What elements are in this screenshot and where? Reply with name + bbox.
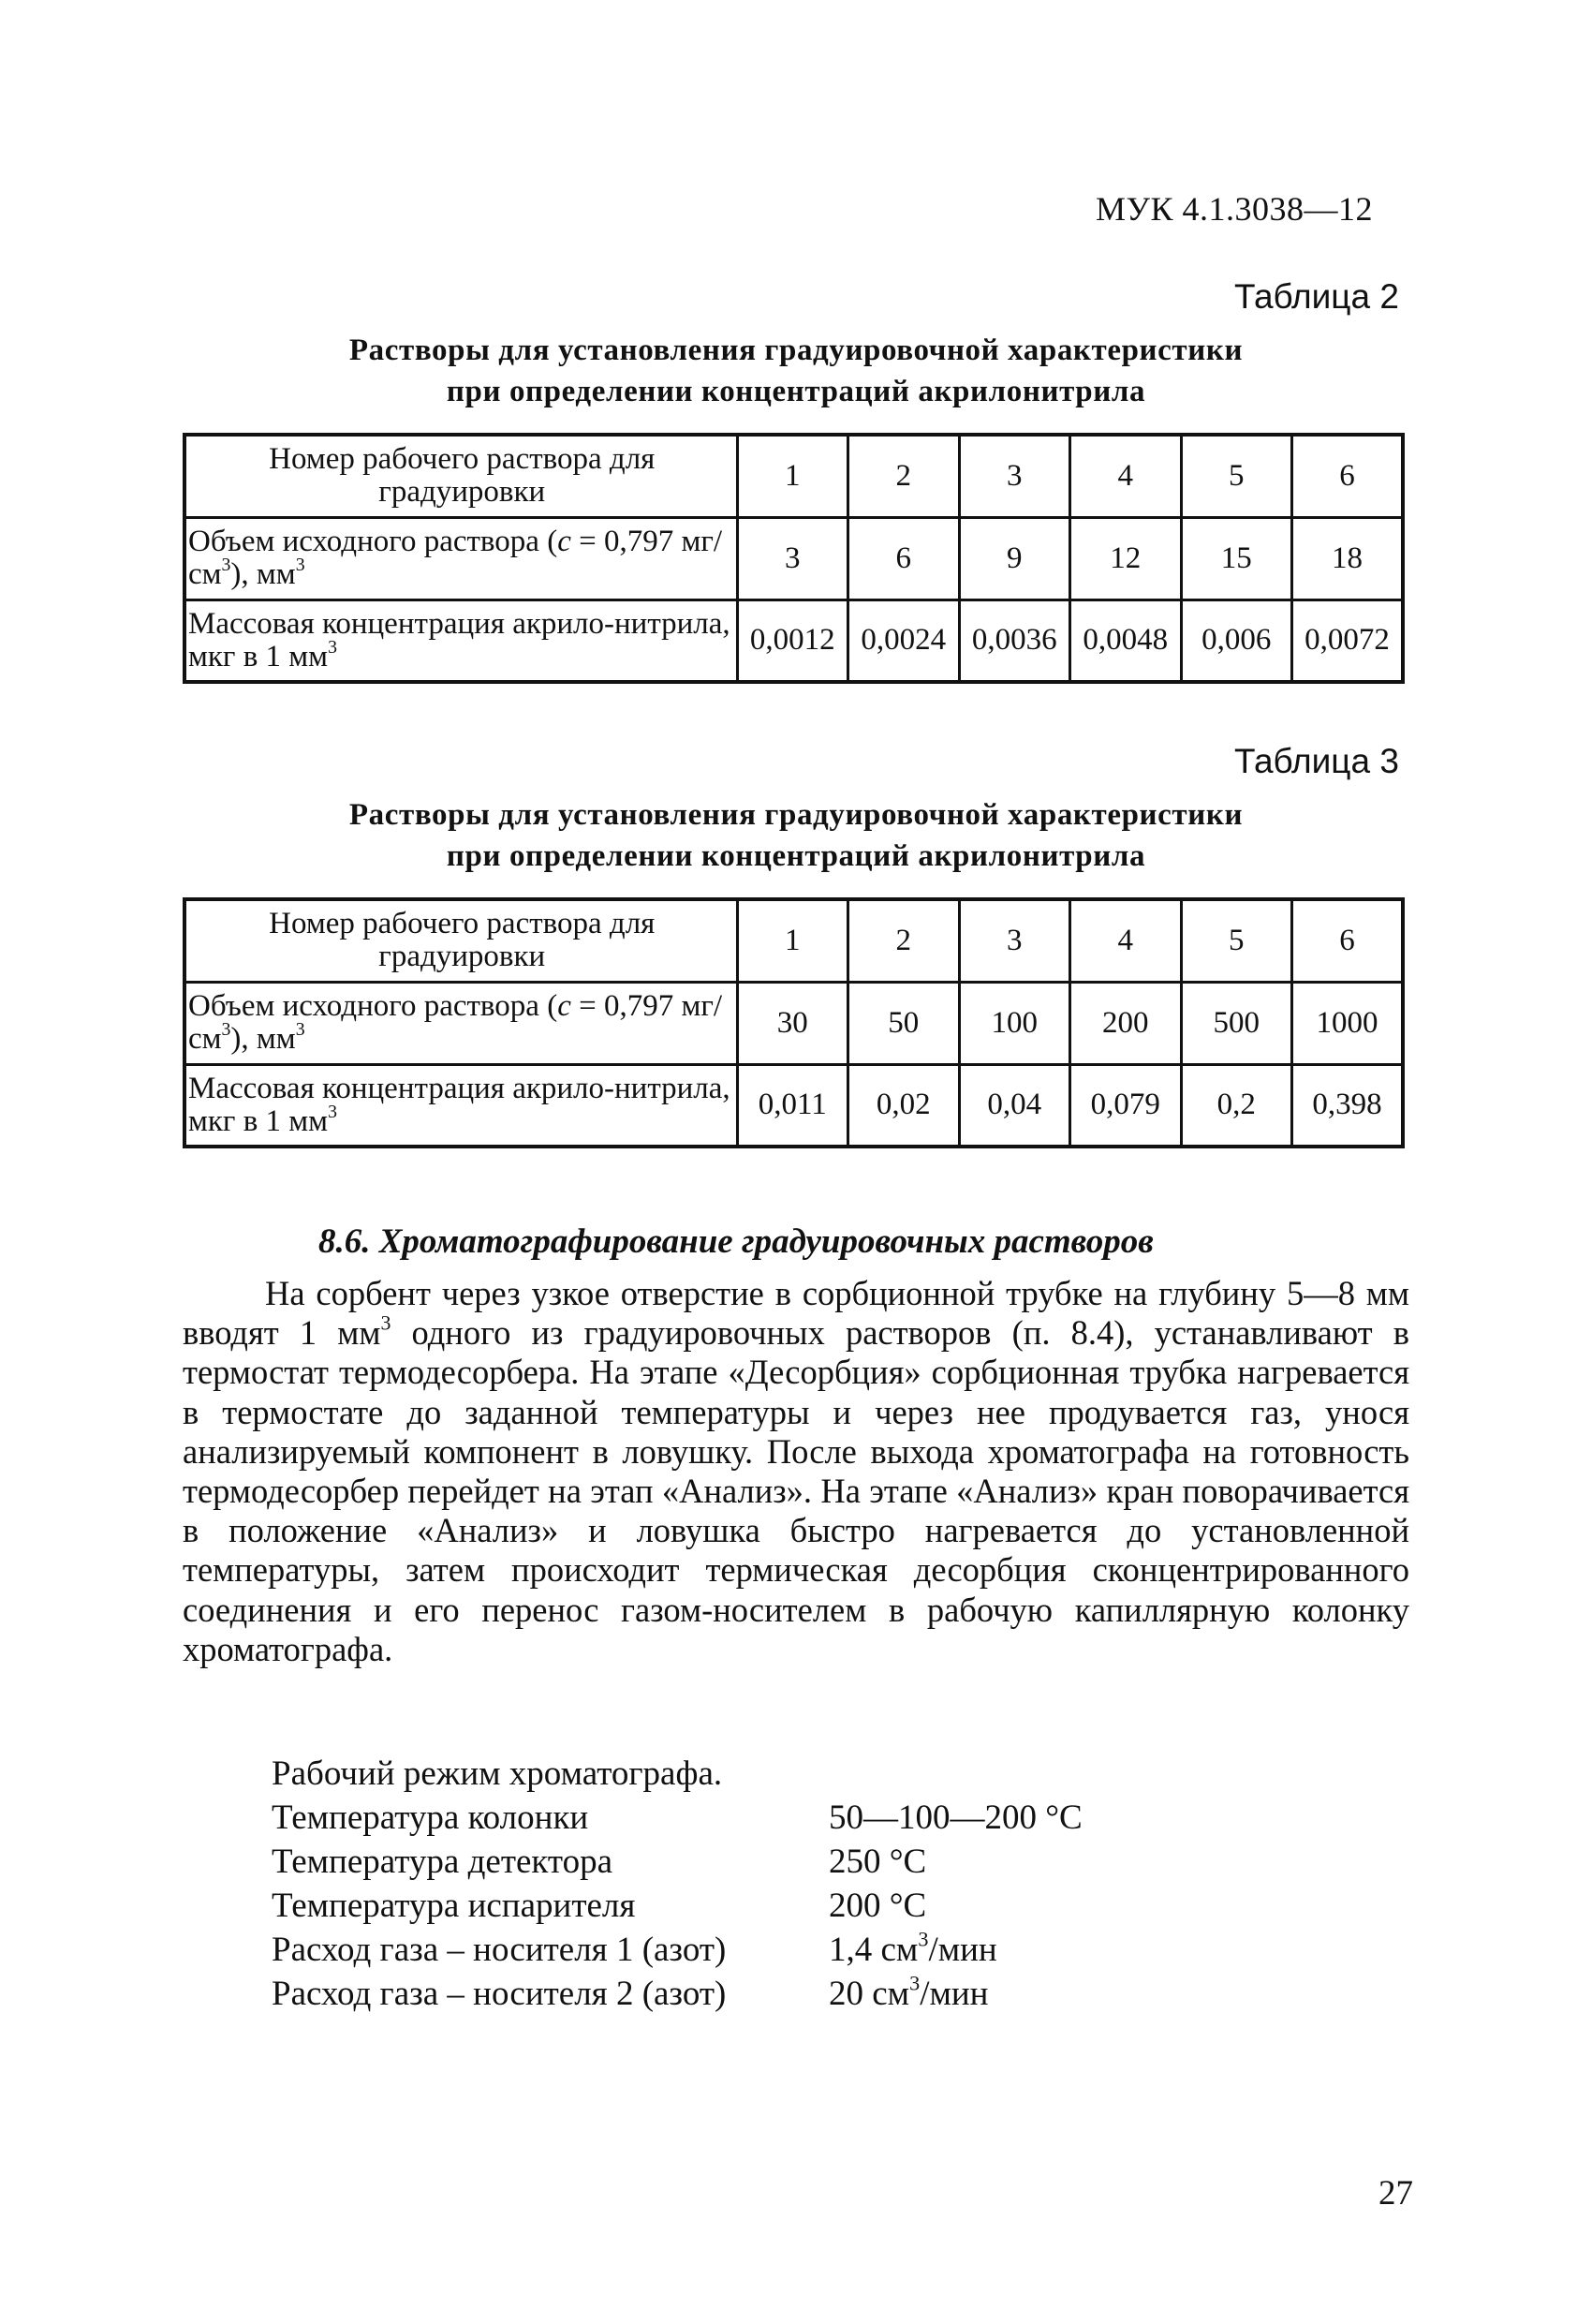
table-cell: 0,2 [1181, 1064, 1292, 1147]
regime-row [272, 1796, 1083, 1840]
table-3-label: Таблица 3 [1234, 742, 1399, 780]
regime-param: Температура детектора [272, 1843, 613, 1881]
table-cell: 12 [1070, 517, 1182, 600]
table-cell: 0,0036 [959, 600, 1070, 682]
regime-value: 20 $см^3$/мин [829, 1971, 989, 2013]
table-2-title [187, 330, 1405, 412]
table-row [184, 600, 1403, 682]
row-header-solution-number: Номер рабочего раствора для градуировки [184, 899, 737, 982]
chromatograph-regime [272, 1752, 1083, 2016]
table-2-label: Таблица 2 [1234, 277, 1399, 316]
row-header-mass-concentration: Массовая концентрация акрило-нитрила, мкг в 1 $мм^3$ [184, 600, 737, 682]
table-3-title [187, 794, 1405, 877]
regime-heading: Рабочий режим хроматографа. [272, 1754, 723, 1793]
table-cell: 0,02 [848, 1064, 960, 1147]
table-cell: 6 [848, 517, 960, 600]
table-cell: 3 [737, 517, 848, 600]
regime-row [272, 1972, 1083, 2016]
table-cell: 4 [1070, 899, 1182, 982]
regime-value: 1,4 $см^3$/мин [829, 1927, 997, 1969]
section-paragraph: На сорбент через узкое отверстие в сорбционной трубке на глубину 5—8 мм вводят 1 $мм^3$ одного из градуировочных растворов (п. 8.4), устанавливают в термостат термодесорбера. На этапе «Десорбция» сорбционная трубка нагревается в термостате до заданной температуры и через нее продувается газ, унося анализируемый компонент в ловушку. После выхода хроматографа на готовность термодесорбер перейдет на этап «Анализ». На этапе «Анализ» кран поворачивается в положение «Анализ» и ловушка быстро нагревается до установленной температуры, затем происходит термическая десорбция сконцентрированного соединения и его перенос газом-носителем в рабочую капиллярную колонку хроматографа. [183, 1274, 1409, 1668]
table-2-title-line-2: при определении концентраций акрилонитрила [446, 375, 1146, 408]
table-cell: 3 [959, 435, 1070, 517]
table-cell: 1 [737, 435, 848, 517]
table-cell: 0,006 [1181, 600, 1292, 682]
table-cell: 500 [1181, 982, 1292, 1064]
row-header-stock-volume: Объем исходного раствора (с = 0,797 $мг/см^3$), $мм^3$ [184, 517, 737, 600]
regime-param: Температура испарителя [272, 1887, 636, 1925]
table-3 [183, 897, 1405, 1148]
regime-row [272, 1840, 1083, 1884]
row-header-solution-number: Номер рабочего раствора для градуировки [184, 435, 737, 517]
table-cell: 5 [1181, 435, 1292, 517]
table-cell: 100 [959, 982, 1070, 1064]
document-code: МУК 4.1.3038—12 [1096, 190, 1374, 228]
table-cell: 200 [1070, 982, 1182, 1064]
table-cell: 1000 [1292, 982, 1404, 1064]
table-row [184, 982, 1403, 1064]
regime-param: Расход газа – носителя 1 (азот) [272, 1931, 727, 1969]
table-cell: 5 [1181, 899, 1292, 982]
row-header-stock-volume: Объем исходного раствора (с = 0,797 $мг/см^3$), $мм^3$ [184, 982, 737, 1064]
table-cell: 18 [1292, 517, 1404, 600]
table-row [184, 1064, 1403, 1147]
table-cell: 0,079 [1070, 1064, 1182, 1147]
table-row [184, 899, 1403, 982]
page-number: 27 [1378, 2174, 1413, 2213]
section-title: 8.6. Хроматографирование градуировочных растворов [318, 1222, 1154, 1261]
table-cell: 2 [848, 435, 960, 517]
table-cell: 4 [1070, 435, 1182, 517]
regime-row [272, 1884, 1083, 1928]
table-row [184, 435, 1403, 517]
table-cell: 0,0072 [1292, 600, 1404, 682]
table-cell: 50 [848, 982, 960, 1064]
table-cell: 30 [737, 982, 848, 1064]
table-cell: 0,04 [959, 1064, 1070, 1147]
table-cell: 6 [1292, 899, 1404, 982]
table-cell: 0,0024 [848, 600, 960, 682]
regime-value: 200 °С [829, 1887, 927, 1925]
regime-param: Температура колонки [272, 1799, 589, 1837]
table-cell: 1 [737, 899, 848, 982]
table-3-title-line-2: при определении концентраций акрилонитрила [446, 839, 1146, 873]
table-cell: 0,0012 [737, 600, 848, 682]
table-cell: 9 [959, 517, 1070, 600]
table-cell: 0,0048 [1070, 600, 1182, 682]
row-header-mass-concentration: Массовая концентрация акрило-нитрила, мкг в 1 $мм^3$ [184, 1064, 737, 1147]
table-2 [183, 433, 1405, 684]
table-cell: 3 [959, 899, 1070, 982]
table-row [184, 517, 1403, 600]
table-3-title-line-1: Растворы для установления градуировочной характеристики [348, 798, 1244, 832]
table-cell: 2 [848, 899, 960, 982]
table-cell: 0,398 [1292, 1064, 1404, 1147]
regime-param: Расход газа – носителя 2 (азот) [272, 1975, 727, 2013]
regime-value: 50—100—200 °С [829, 1799, 1083, 1837]
table-cell: 6 [1292, 435, 1404, 517]
table-cell: 15 [1181, 517, 1292, 600]
table-cell: 0,011 [737, 1064, 848, 1147]
table-2-title-line-1: Растворы для установления градуировочной характеристики [348, 333, 1244, 367]
regime-value: 250 °С [829, 1843, 927, 1881]
regime-row [272, 1928, 1083, 1972]
